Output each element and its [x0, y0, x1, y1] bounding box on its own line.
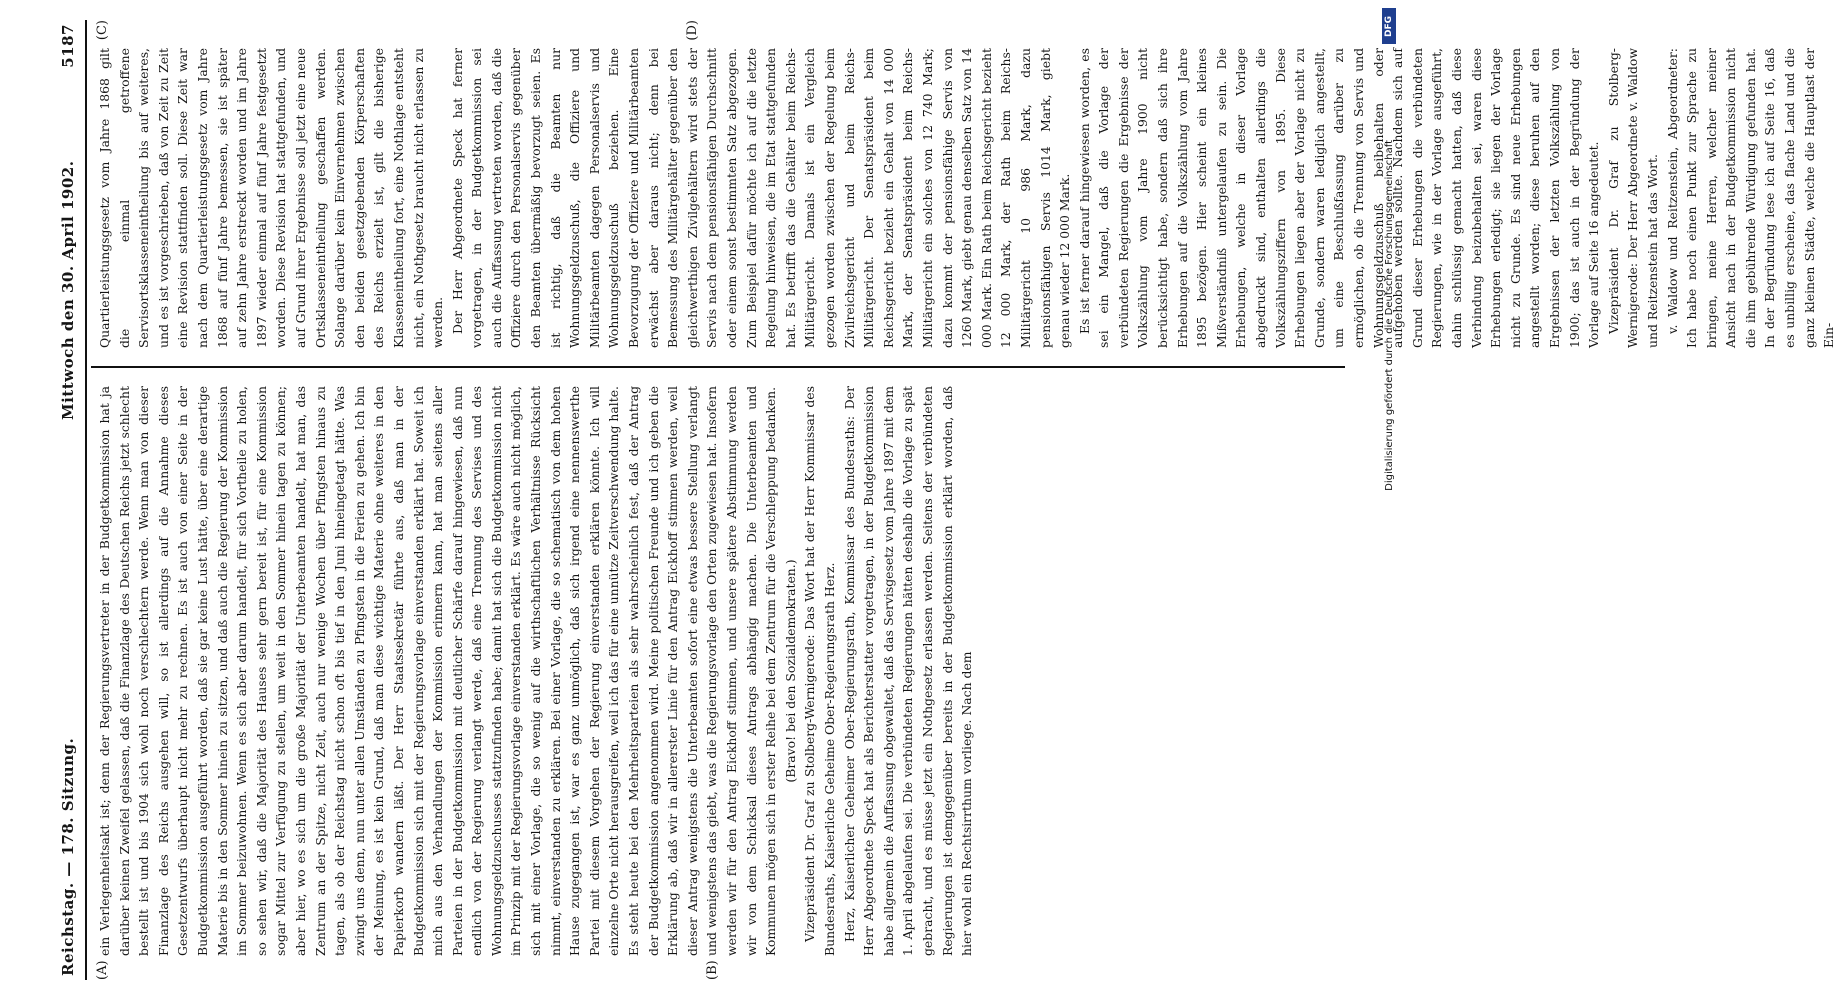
margin-marker-d: (D) [685, 20, 700, 41]
dfg-logo: DFG [1382, 8, 1396, 44]
margin-marker-b: (B) [705, 960, 720, 980]
paragraph: (Bravo! bei den Sozialdemokraten.) [782, 559, 798, 783]
paragraph: Quartierleistungsgesetz vom Jahre 1868 gilt die einmal getroffene Servisortsklasseneintheilung bis auf weiteres, und es ist vorgeschrieben, daß von Zeit zu Zeit eine Revision stattfinden soll. Diese Zeit war nach dem Quartierleistungsgesetz vom Jahre 1868 auf fünf Jahre bemessen, sie ist später auf zehn Jahre erstreckt worden und im Jahre 1897 wieder einmal auf fünf Jahre festgesetzt worden. Diese Revision hat stattgefunden, und auf Grund ihrer Ergebnisse soll jetzt eine neue Ortsklasseneintheilung geschaffen werden. Solange darüber kein Einvernehmen zwischen den beiden gesetzgebenden Körperschaften des Reichs erzielt ist, gilt die bisherige Klasseneintheilung fort, eine Nothlage entsteht nicht, ein Nothgesetz braucht nicht erlassen zu werden. [97, 48, 446, 348]
margin-marker-a: (A) [95, 960, 110, 980]
running-header [55, 20, 81, 980]
paragraph: Es ist ferner darauf hingewiesen worden, es sei ein Mangel, daß die Vorlage der verbündeten Regierungen die Ergebnisse der Volkszählung vom Jahre 1900 nicht berücksichtigt habe, sondern daß sich ihre Erhebungen auf die Volkszählung vom Jahre 1895 bezögen. Hier scheint ein kleines Mißverständniß untergelaufen zu sein. Die Erhebungen, welche in dieser Vorlage abgedruckt sind, enthalten allerdings die Volkszählungsziffern von 1895. Diese Erhebungen liegen aber der Vorlage nicht zu Grunde, sondern waren lediglich angestellt, um eine Beschlußfassung darüber zu ermöglichen, ob die Trennung von Servis und Wohnungsgeldzuschuß beibehalten oder aufgehoben werden sollte. Nachdem sich auf Grund dieser Erhebungen die verbündeten Regierungen, wie in der Vorlage ausgeführt, dahin schlüssig gemacht hatten, daß diese Verbindung beizubehalten sei, waren diese Erhebungen erledigt; sie liegen der Vorlage nicht zu Grunde. Es sind neue Erhebungen angestellt worden; diese beruhen auf den Ergebnissen der letzten Volkszählung von 1900; das ist auch in der Begründung der Vorlage auf Seite 16 angedeutet. [1076, 48, 1602, 348]
paragraph: Vizepräsident Dr. Graf zu Stolberg-Wernigerode: Das Wort hat der Herr Kommissar des Bundesraths, Kaiserliche Geheime Ober-Regierungsrath Herz. [802, 386, 837, 956]
paragraph: ein Verlegenheitsakt ist; denn der Regierungsvertreter in der Budgetkommission hat ja darüber keinen Zweifel gelassen, daß die Finanzlage des Deutschen Reichs jetzt schlecht bestellt ist und bis 1904 sich wohl noch verschlechtern werde. Wenn man von dieser Finanzlage des Reichs ausgehen will, so ist allerdings auf die Annahme dieses Gesetzentwurfs überhaupt nicht mehr zu rechnen. Es ist auch von einer Seite in der Budgetkommission ausgeführt worden, daß sie gar keine Lust hätte, über eine derartige Materie bis in den Sommer hinein zu sitzen, und daß auch die Regierung der Kommission im Sommer beizuwohnen. Wenn es sich aber darum handelt, für sich Vortheile zu holen, so sehen wir, daß die Majorität des Hauses sehr gern bereit ist, für eine Kommission sogar Mittel zur Verfügung zu stellen, um weit in den Sommer hinein tagen zu können; aber hier, wo es sich um die große Majorität der Unterbeamten handelt, hat man, das Zentrum an der Spitze, nicht Zeit, auch nur wenige Wochen über Pfingsten hinaus zu tagen, als ob der Reichstag nicht schon oft bis tief in den Juni hineingetagt hätte. Was zwingt uns denn, nun unter allen Umständen zu Pfingsten in die Ferien zu gehen. Ich bin der Meinung, es ist kein Grund, daß man diese wichtige Materie ohne weiteres in den Papierkorb wandern läßt. Der Herr Staatssekretär führte aus, daß man in der Budgetkommission sich mit der Regierungsvorlage einverstanden erklärt hat. Soweit ich mich aus den Verhandlungen der Kommission erinnern kann, hat man seitens aller Parteien in der Budgetkommission mit deutlicher Schärfe darauf hingewiesen, daß nun endlich von der Regierung verlangt werde, daß eine Trennung des Servises und des Wohnungsgeldzuschusses stattzufinden habe; damit hat sich die Budgetkommission nicht im Prinzip mit der Regierungsvorlage einverstanden erklärt. Es wäre auch nicht möglich, sich mit einer Vorlage, die so wenig auf die wirthschaftlichen Verhältnisse Rücksicht nimmt, einverstanden zu erklären. Bei einer Vorlage, die so schematisch von dem hohen Hause zugegangen ist, war es ganz unmöglich, daß sich irgend eine nennenswerthe Partei mit diesem Vorgehen der Regierung einverstanden erklären könnte. Ich will einzelne Orte nicht herausgreifen, weil ich das für eine unnütze Zeitverschwendung halte. Es steht heute bei den Mehrheitsparteien als sehr wahrscheinlich fest, daß der Antrag der Budgetkommission angenommen wird. Meine politischen Freunde und ich geben die Erklärung ab, daß wir in allererster Linie für den Antrag Eickhoff stimmen werden, weil dieser Antrag wenigstens die Unterbeamten sofort eine etwas bessere Stellung verlangt und wenigstens das giebt, was die Regierungsvorlage den Orten zugewiesen hat. Insofern werden wir für den Antrag Eickhoff stimmen, und unsere spätere Abstimmung werden wir von dem Schicksal dieses Antrags abhängig machen. Die Unterbeamten und Kommunen mögen sich in erster Reihe bei dem Zentrum für die Verschleppung bedanken. [97, 386, 779, 956]
paragraph: Vizepräsident Dr. Graf zu Stolberg-Wernigerode: Der Herr Abgeordnete v. Waldow und Reitzenstein hat das Wort. [1605, 48, 1660, 348]
paragraph: v. Waldow und Reitzenstein, Abgeordneter: Ich habe noch einen Punkt zur Sprache zu bringen, meine Herren, welcher meiner Ansicht nach in der Budgetkommission nicht die ihm gebührende Würdigung gefunden hat. In der Begründung lese ich auf Seite 16, daß es unbillig erscheine, das flache Land und die ganz kleinen Städte, welche die Hauptlast der Ein- [1664, 48, 1837, 348]
header-left: Reichstag. — 178. Sitzung. [59, 737, 77, 976]
header-center: Mittwoch den 30. April 1902. [59, 160, 77, 420]
column-left [95, 386, 1341, 956]
paragraph: Herz, Kaiserlicher Geheimer Ober-Regierungsrath, Kommissar des Bundesraths: Der Herr Abgeordnete Speck hat als Berichterstatter vorgetragen, in der Budgetkommission habe allgemein die Auffassung obgewaltet, daß das Servisgesetz vom Jahre 1897 mit dem 1. April abgelaufen sei. Die verbündeten Regierungen hätten deshalb die Vorlage zu spät gebracht, und es müsse jetzt ein Nothgesetz erlassen werden. Seitens der verbündeten Regierungen ist demgegenüber bereits in der Budgetkommission erklärt worden, daß hier wohl ein Rechtsirrthum vorliege. Nach dem [841, 386, 975, 956]
margin-marker-c: (C) [95, 20, 110, 41]
page-number: 5187 [59, 24, 77, 68]
column-rule [91, 366, 1345, 368]
digitization-credit: Digitalisierung gefördert durch die Deutsche Forschungsgemeinschaft [1384, 140, 1395, 491]
header-rule [85, 20, 87, 980]
paragraph: Der Herr Abgeordnete Speck hat ferner vorgetragen, in der Budgetkommission sei auch die Auffassung vertreten worden, daß die Offiziere durch den Personalservis gegenüber den Beamten übermäßig bevorzugt seien. Es ist richtig, daß die Beamten nur Wohnungsgeldzuschuß, die Offiziere und Militärbeamten dagegen Personalservis und Wohnungsgeldzuschuß beziehen. Eine Bevorzugung der Offiziere und Militärbeamten erwächst aber daraus nicht; denn bei Bemessung des Militärgehälter gegenüber den gleichwerthigen Zivilgehältern wird stets der Servis nach dem pensionsfähigen Durchschnitt oder einem sonst bestimmten Satz abgezogen. Zum Beispiel dafür möchte ich auf die letzte Regelung hinweisen, die im Etat stattgefunden hat. Es betrifft das die Gehälter beim Reichs-Militärgericht. Damals ist ein Vergleich gezogen worden zwischen der Regelung beim Zivilreichsgericht und beim Reichs-Militärgericht. Der Senatspräsident beim Reichsgericht bezieht ein Gehalt von 14 000 Mark, der Senatspräsident beim Reichs-Militärgericht ein solches von 12 740 Mark; dazu kommt der pensionsfähige Servis von 1260 Mark, giebt genau denselben Satz von 14 000 Mark. Ein Rath beim Reichsgericht bezieht 12 000 Mark, der Rath beim Reichs-Militärgericht 10 986 Mark, dazu pensionsfähigen Servis 1014 Mark, giebt genau wieder 12 000 Mark. [449, 48, 1073, 348]
